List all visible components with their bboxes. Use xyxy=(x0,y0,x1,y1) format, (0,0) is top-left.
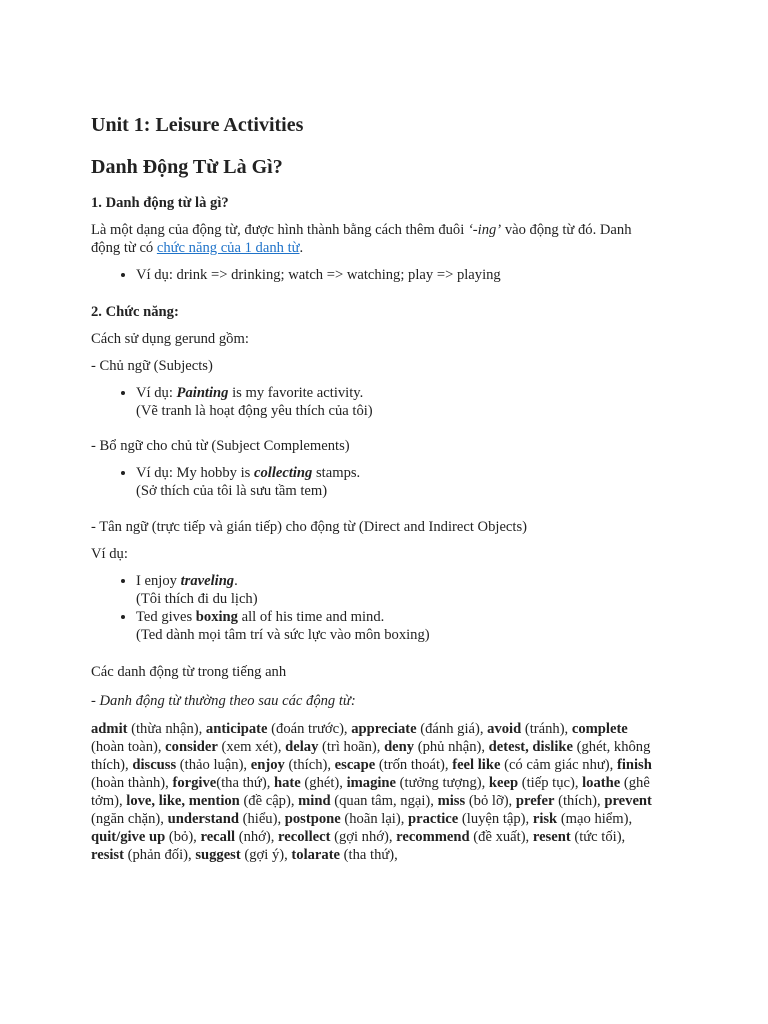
verb-term: postpone xyxy=(284,811,341,827)
verb-term: anticipate xyxy=(205,721,268,737)
verb-term: quit/give up xyxy=(91,829,166,845)
list-item xyxy=(136,608,661,644)
verb-meaning: (gợi ý), xyxy=(240,847,292,863)
example-suffix: is my favorite activity. xyxy=(228,385,364,401)
gerund-highlight: boxing xyxy=(195,609,238,625)
verb-term: admit xyxy=(91,721,128,737)
verb-term: keep xyxy=(488,775,519,791)
verb-meaning: (gợi nhớ), xyxy=(330,829,397,845)
complements-example-list xyxy=(91,464,661,500)
verb-term: enjoy xyxy=(250,757,285,773)
verb-term: avoid xyxy=(487,721,522,737)
verb-meaning: (nhớ), xyxy=(235,829,279,845)
verb-meaning: (có cảm giác như), xyxy=(500,757,617,773)
gerund-highlight: Painting xyxy=(176,385,229,401)
verb-meaning: (xem xét), xyxy=(217,739,286,755)
verb-term: loathe xyxy=(582,775,621,791)
verb-meaning: (tức tối), xyxy=(570,829,626,845)
objects-label: - Tân ngữ (trực tiếp và gián tiếp) cho động từ (Direct and Indirect Objects) xyxy=(91,519,527,535)
verb-meaning: (tha thứ), xyxy=(340,847,398,863)
verb-term: escape xyxy=(334,757,376,773)
example-prefix: Ví dụ: xyxy=(136,385,177,401)
verb-meaning: (ghét), xyxy=(300,775,347,791)
list-item xyxy=(136,384,661,420)
verb-term: recommend xyxy=(396,829,470,845)
verb-term: recollect xyxy=(278,829,331,845)
verb-meaning: (luyện tập), xyxy=(458,811,533,827)
list-item: • Ví dụ: drink => drinking; watch => watching; play => playing xyxy=(136,266,661,284)
objects-example-list xyxy=(91,572,661,644)
verb-term: deny xyxy=(384,739,415,755)
verb-meaning: (tiếp tục), xyxy=(518,775,583,791)
verb-term: prefer xyxy=(515,793,555,809)
gerund-list-heading: Các danh động từ trong tiếng anh xyxy=(91,664,287,680)
verb-term: recall xyxy=(200,829,236,845)
objects-vidu: Ví dụ: xyxy=(91,546,128,562)
example-prefix: Ted gives xyxy=(136,609,196,625)
gerund-highlight: traveling xyxy=(180,573,235,589)
verb-meaning: (hiểu), xyxy=(238,811,285,827)
list-item xyxy=(136,464,661,500)
def-text-a: Là một dạng của động từ, được hình thành bằng cách thêm đuôi xyxy=(91,222,468,238)
verb-meaning: (tưởng tượng), xyxy=(396,775,489,791)
verb-meaning: (thích), xyxy=(554,793,605,809)
verb-meaning: (ghét, không thích), xyxy=(91,739,651,773)
example-prefix: Ví dụ: My hobby is xyxy=(136,465,254,481)
example-translation: (Tôi thích đi du lịch) xyxy=(136,591,258,607)
verb-meaning: (đoán trước), xyxy=(267,721,352,737)
example-list-1 xyxy=(91,266,661,284)
verb-term: hate xyxy=(274,775,301,791)
verb-meaning: (thích), xyxy=(284,757,335,773)
verb-term: prevent xyxy=(604,793,652,809)
example-prefix: I enjoy xyxy=(136,573,181,589)
noun-function-link[interactable]: chức năng của 1 danh từ xyxy=(156,240,300,256)
verb-list-paragraph xyxy=(91,720,661,864)
verb-meaning: (trì hoãn), xyxy=(318,739,385,755)
verb-meaning: (bỏ), xyxy=(165,829,201,845)
def-suffix: ‘-ing’ xyxy=(467,222,502,238)
verb-term: mind xyxy=(298,793,331,809)
verb-term: consider xyxy=(165,739,218,755)
verb-term: detest, dislike xyxy=(488,739,573,755)
verb-term: resent xyxy=(532,829,571,845)
verb-meaning: (quan tâm, ngại), xyxy=(330,793,438,809)
verb-term: delay xyxy=(285,739,319,755)
complements-label: - Bổ ngữ cho chủ từ (Subject Complements) xyxy=(91,438,350,454)
document-content xyxy=(91,112,661,864)
verb-meaning: (thảo luận), xyxy=(176,757,251,773)
verb-term: love, like, mention xyxy=(126,793,240,809)
verb-meaning: (ghê tởm), xyxy=(91,775,650,809)
verb-meaning: (mạo hiểm), xyxy=(557,811,633,827)
definition-paragraph xyxy=(91,221,661,257)
verb-term: practice xyxy=(408,811,459,827)
page-subtitle: Danh Động Từ Là Gì? xyxy=(91,156,283,178)
verb-term: appreciate xyxy=(351,721,417,737)
def-text-d: . xyxy=(299,240,304,256)
usage-intro: Cách sử dụng gerund gồm: xyxy=(91,331,249,347)
verb-meaning: (đề xuất), xyxy=(469,829,533,845)
verb-term: feel like xyxy=(452,757,501,773)
example-translation: (Sở thích của tôi là sưu tầm tem) xyxy=(136,483,328,499)
verb-term: suggest xyxy=(195,847,241,863)
subjects-example-list xyxy=(91,384,661,420)
example-suffix: stamps. xyxy=(312,465,361,481)
verb-term: forgive xyxy=(172,775,217,791)
verb-term: understand xyxy=(167,811,239,827)
list-item xyxy=(136,572,661,608)
verb-meaning: (đề cập), xyxy=(239,793,299,809)
def-text-c: vào động từ đó. Danh động từ có xyxy=(91,222,632,256)
verb-term: tolarate xyxy=(291,847,341,863)
verb-meaning: (tránh), xyxy=(521,721,572,737)
verb-term: complete xyxy=(571,721,628,737)
section-1-heading: 1. Danh động từ là gì? xyxy=(91,195,229,211)
example-suffix: . xyxy=(234,573,238,589)
verb-meaning: (bỏ lỡ), xyxy=(465,793,516,809)
verb-meaning: (trốn thoát), xyxy=(375,757,453,773)
page-title: Unit 1: Leisure Activities xyxy=(91,114,304,136)
verb-meaning: (tha thứ), xyxy=(216,775,274,791)
verb-meaning: (thừa nhận), xyxy=(127,721,206,737)
verb-term: imagine xyxy=(346,775,397,791)
verb-term: discuss xyxy=(132,757,177,773)
verb-meaning: (hoàn toàn), xyxy=(91,739,166,755)
verb-meaning: (ngăn chặn), xyxy=(91,811,168,827)
verb-meaning: (phản đối), xyxy=(123,847,196,863)
gerund-highlight: collecting xyxy=(253,465,313,481)
verb-meaning: (hoãn lại), xyxy=(340,811,409,827)
section-2-heading: 2. Chức năng: xyxy=(91,304,179,320)
subjects-label: - Chủ ngữ (Subjects) xyxy=(91,358,213,374)
verb-term: miss xyxy=(437,793,466,809)
example-translation: (Vẽ tranh là hoạt động yêu thích của tôi) xyxy=(136,403,373,419)
verb-term: risk xyxy=(532,811,558,827)
verb-term: finish xyxy=(616,757,652,773)
gerund-list-subheading: - Danh động từ thường theo sau các động từ: xyxy=(91,693,356,709)
verb-meaning: (phủ nhận), xyxy=(414,739,489,755)
example-translation: (Ted dành mọi tâm trí và sức lực vào môn boxing) xyxy=(136,627,430,643)
verb-meaning: (hoàn thành), xyxy=(91,775,173,791)
example-suffix: all of his time and mind. xyxy=(237,609,385,625)
verb-meaning: (đánh giá), xyxy=(416,721,488,737)
verb-term: resist xyxy=(91,847,124,863)
